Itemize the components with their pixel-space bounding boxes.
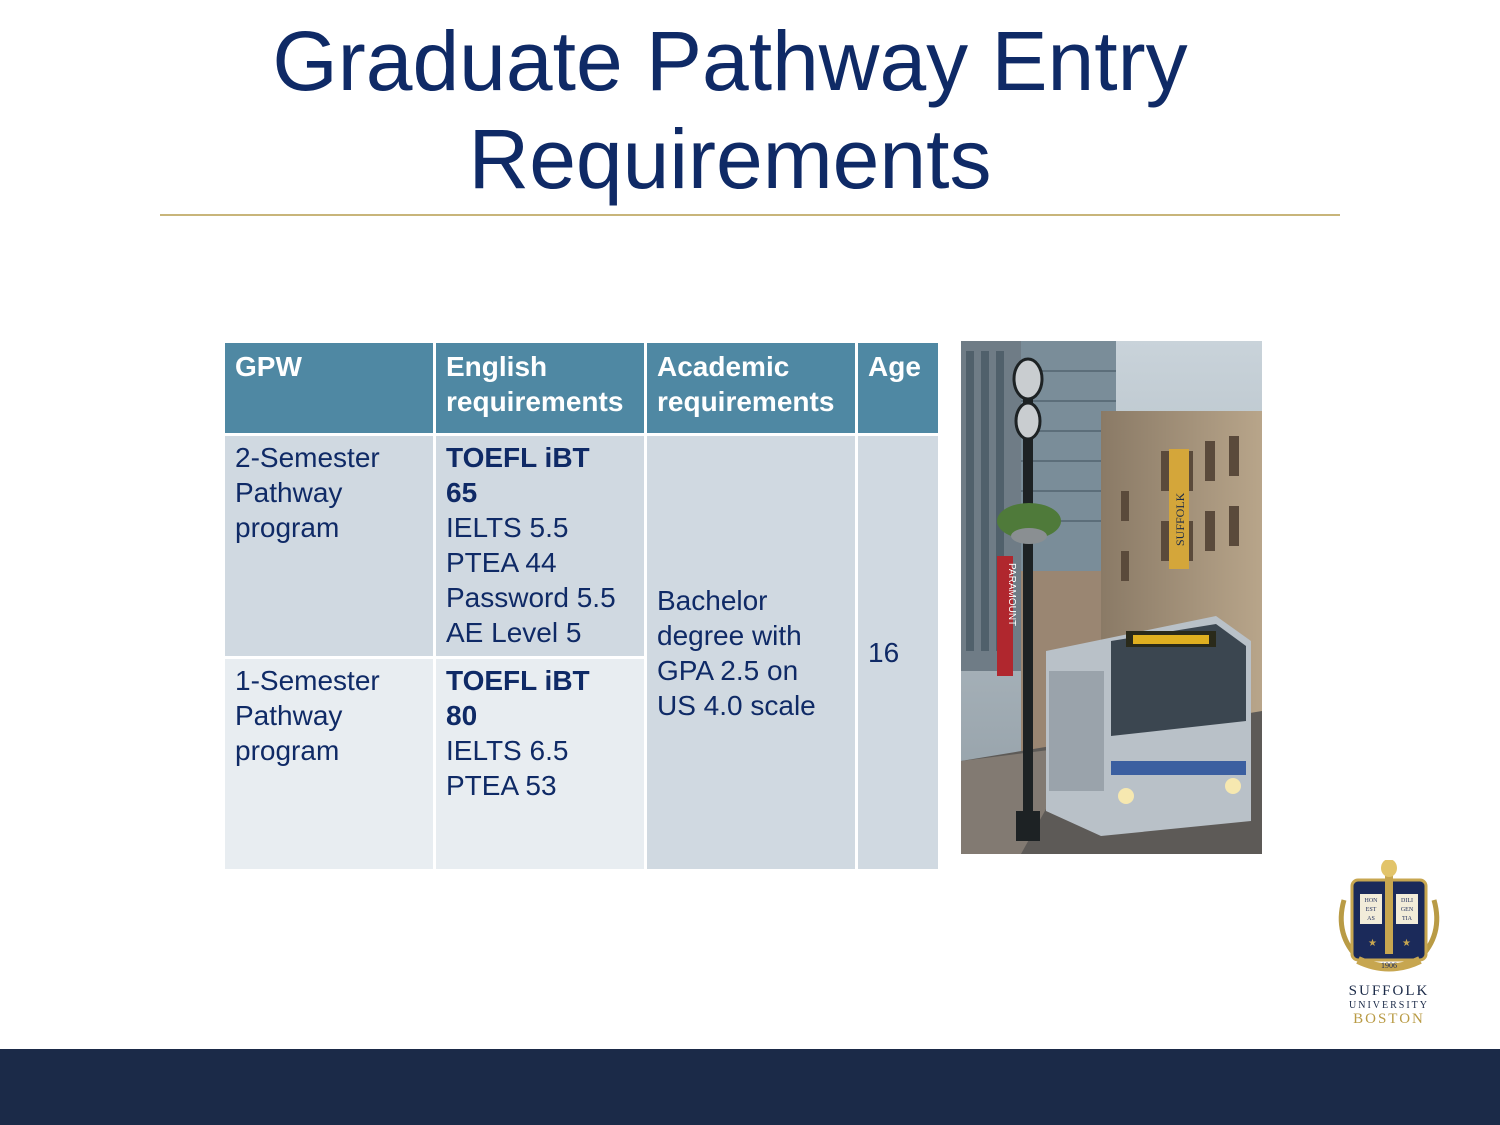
program-cell: 1-Semester Pathway program xyxy=(225,659,433,869)
svg-text:EST: EST xyxy=(1365,907,1377,913)
header-age: Age xyxy=(858,343,938,433)
table-header-row xyxy=(225,343,938,433)
svg-text:DILI: DILI xyxy=(1401,898,1413,904)
svg-text:TIA: TIA xyxy=(1402,916,1412,922)
svg-text:AS: AS xyxy=(1367,916,1375,922)
logo-name-suffolk: SUFFOLK xyxy=(1348,983,1430,999)
header-academic: Academic requirements xyxy=(647,343,855,433)
header-english: English requirements xyxy=(436,343,644,433)
svg-text:HON: HON xyxy=(1364,898,1378,904)
header-gpw: GPW xyxy=(225,343,433,433)
logo-name-university: UNIVERSITY xyxy=(1349,1000,1429,1011)
paramount-sign-text: PARAMOUNT xyxy=(1006,563,1017,627)
table-row xyxy=(225,436,938,656)
age-cell: 16 xyxy=(858,436,938,869)
footer-bar xyxy=(0,1049,1500,1125)
logo-year: 1906 xyxy=(1381,961,1397,970)
suffolk-banner-text: SUFFOLK xyxy=(1173,492,1187,546)
english-cell: TOEFL iBT 80 IELTS 6.5 PTEA 53 xyxy=(436,659,644,869)
torch-icon xyxy=(1385,864,1393,954)
title-line-2: Requirements xyxy=(468,112,992,206)
requirements-table xyxy=(222,340,941,872)
program-cell: 2-Semester Pathway program xyxy=(225,436,433,656)
english-cell: TOEFL iBT 65 IELTS 5.5 PTEA 44 Password 5.5 AE Level 5 xyxy=(436,436,644,656)
title-divider xyxy=(160,214,1340,216)
suffolk-university-logo xyxy=(1330,860,1448,1030)
slide-title xyxy=(160,12,1300,208)
star-icon: ★ xyxy=(1402,938,1411,949)
star-icon: ★ xyxy=(1368,938,1377,949)
boston-street-photo xyxy=(961,341,1262,854)
title-line-1: Graduate Pathway Entry xyxy=(272,14,1188,108)
bus-graphic xyxy=(1046,616,1251,836)
academic-cell: Bachelor degree with GPA 2.5 on US 4.0 scale xyxy=(647,436,855,869)
svg-text:GEN: GEN xyxy=(1400,907,1414,913)
logo-name-boston: BOSTON xyxy=(1353,1011,1425,1027)
